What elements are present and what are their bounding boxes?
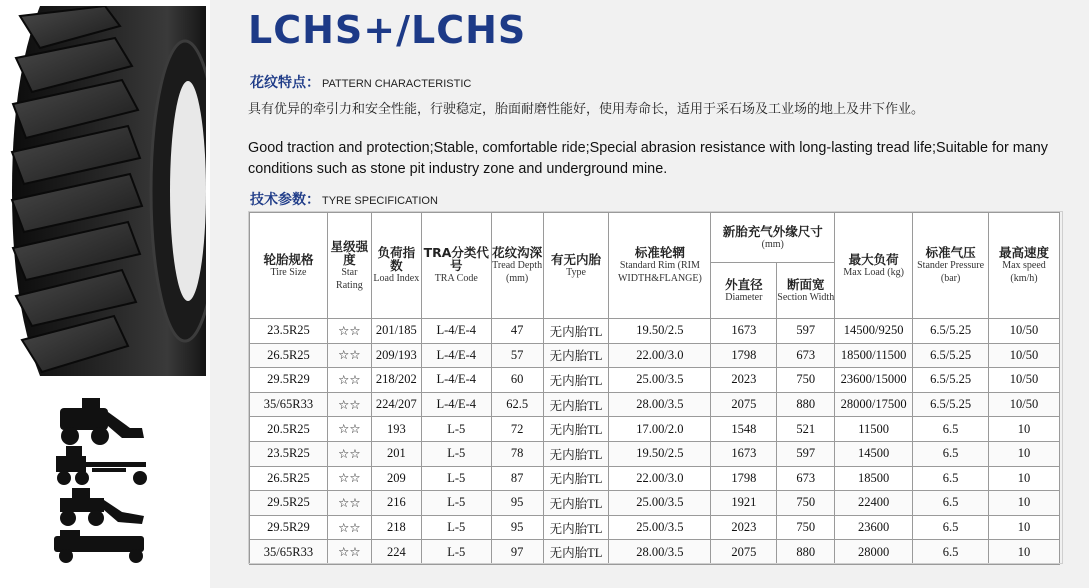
table-cell: 47 — [491, 319, 543, 344]
table-cell: 19.50/2.5 — [609, 441, 711, 466]
table-cell: L-4/E-4 — [421, 319, 491, 344]
table-row — [250, 491, 1060, 516]
table-cell: 6.5 — [913, 515, 989, 540]
table-cell: 209/193 — [371, 343, 421, 368]
table-cell: 201/185 — [371, 319, 421, 344]
table-cell: 28000 — [835, 540, 913, 565]
table-cell: 193 — [371, 417, 421, 442]
table-cell: 880 — [777, 540, 835, 565]
table-cell: L-4/E-4 — [421, 392, 491, 417]
table-cell: ☆☆ — [327, 491, 371, 516]
table-cell: 1548 — [711, 417, 777, 442]
table-cell: 10/50 — [989, 368, 1060, 393]
table-cell: 17.00/2.0 — [609, 417, 711, 442]
table-cell: 10 — [989, 441, 1060, 466]
table-cell: 750 — [777, 515, 835, 540]
table-cell: 62.5 — [491, 392, 543, 417]
header-tire-size: 轮胎规格 Tire Size — [250, 213, 328, 319]
table-cell: 10/50 — [989, 319, 1060, 344]
table-cell: 无内胎TL — [543, 343, 609, 368]
table-cell: L-5 — [421, 515, 491, 540]
table-cell: L-5 — [421, 441, 491, 466]
table-row — [250, 319, 1060, 344]
table-cell: 224 — [371, 540, 421, 565]
table-cell: 10 — [989, 466, 1060, 491]
table-cell: 35/65R33 — [250, 392, 328, 417]
pattern-heading — [250, 72, 471, 92]
table-row — [250, 441, 1060, 466]
table-cell: ☆☆ — [327, 540, 371, 565]
table-cell: 521 — [777, 417, 835, 442]
table-cell: 6.5 — [913, 466, 989, 491]
table-cell: 35/65R33 — [250, 540, 328, 565]
table-cell: 1921 — [711, 491, 777, 516]
scraper-icon — [54, 530, 144, 563]
table-cell: ☆☆ — [327, 319, 371, 344]
table-cell: 218 — [371, 515, 421, 540]
bulldozer-icon — [60, 488, 144, 526]
table-cell: L-5 — [421, 466, 491, 491]
table-cell: 29.5R25 — [250, 491, 328, 516]
header-tra-code: TRA分类代号 TRA Code — [421, 213, 491, 319]
spec-table-body — [250, 319, 1060, 565]
table-cell: 6.5 — [913, 491, 989, 516]
table-cell: 2075 — [711, 392, 777, 417]
table-cell: 6.5/5.25 — [913, 392, 989, 417]
table-cell: 22400 — [835, 491, 913, 516]
table-cell: 6.5 — [913, 441, 989, 466]
table-cell: 10 — [989, 417, 1060, 442]
header-load-index: 负荷指数 Load Index — [371, 213, 421, 319]
table-cell: 597 — [777, 319, 835, 344]
table-cell: 218/202 — [371, 368, 421, 393]
table-cell: 750 — [777, 368, 835, 393]
table-cell: 201 — [371, 441, 421, 466]
product-title: LCHS+/LCHS — [248, 8, 527, 52]
table-cell: 6.5/5.25 — [913, 343, 989, 368]
header-inflated-dimensions: 新胎充气外缘尺寸 (mm) — [711, 213, 835, 263]
spec-table — [249, 212, 1060, 565]
table-cell: 6.5/5.25 — [913, 368, 989, 393]
header-pressure: 标准气压 Stander Pressure (bar) — [913, 213, 989, 319]
table-cell: 29.5R29 — [250, 515, 328, 540]
table-cell: 10/50 — [989, 392, 1060, 417]
table-row — [250, 392, 1060, 417]
table-cell: 23600/15000 — [835, 368, 913, 393]
table-cell: 26.5R25 — [250, 343, 328, 368]
table-cell: 14500/9250 — [835, 319, 913, 344]
header-standard-rim: 标准轮辋 Standard Rim (RIM WIDTH&FLANGE) — [609, 213, 711, 319]
table-cell: 10 — [989, 515, 1060, 540]
table-cell: 673 — [777, 466, 835, 491]
description-cn: 具有优异的牵引力和安全性能，行驶稳定，胎面耐磨性能好，使用寿命长，适用于采石场及工业场的地上及井下作业。 — [248, 102, 925, 117]
table-cell: 2075 — [711, 540, 777, 565]
table-cell: 无内胎TL — [543, 319, 609, 344]
table-cell: 无内胎TL — [543, 540, 609, 565]
table-cell: 1673 — [711, 441, 777, 466]
table-row — [250, 417, 1060, 442]
table-cell: 28000/17500 — [835, 392, 913, 417]
table-cell: 78 — [491, 441, 543, 466]
table-cell: 6.5 — [913, 540, 989, 565]
table-cell: 57 — [491, 343, 543, 368]
table-cell: 72 — [491, 417, 543, 442]
table-cell: 95 — [491, 491, 543, 516]
table-cell: 1673 — [711, 319, 777, 344]
table-cell: 22.00/3.0 — [609, 343, 711, 368]
table-cell: 19.50/2.5 — [609, 319, 711, 344]
table-cell: 209 — [371, 466, 421, 491]
table-cell: 2023 — [711, 368, 777, 393]
table-row — [250, 368, 1060, 393]
table-cell: 224/207 — [371, 392, 421, 417]
table-cell: 29.5R29 — [250, 368, 328, 393]
table-cell: L-4/E-4 — [421, 343, 491, 368]
table-cell: 95 — [491, 515, 543, 540]
table-row — [250, 515, 1060, 540]
table-cell: 10 — [989, 491, 1060, 516]
table-cell: L-4/E-4 — [421, 368, 491, 393]
table-row — [250, 466, 1060, 491]
table-cell: 880 — [777, 392, 835, 417]
table-cell: 无内胎TL — [543, 441, 609, 466]
table-cell: 97 — [491, 540, 543, 565]
table-cell: 23.5R25 — [250, 441, 328, 466]
table-cell: ☆☆ — [327, 368, 371, 393]
table-cell: 10 — [989, 540, 1060, 565]
spec-heading-en: TYRE SPECIFICATION — [322, 195, 438, 207]
table-cell: 无内胎TL — [543, 368, 609, 393]
table-cell: L-5 — [421, 417, 491, 442]
table-cell: 无内胎TL — [543, 417, 609, 442]
table-cell: 无内胎TL — [543, 515, 609, 540]
table-cell: 26.5R25 — [250, 466, 328, 491]
header-max-speed: 最高速度 Max speed (km/h) — [989, 213, 1060, 319]
table-cell: 25.00/3.5 — [609, 368, 711, 393]
header-type: 有无内胎 Type — [543, 213, 609, 319]
table-cell: 87 — [491, 466, 543, 491]
table-cell: 6.5 — [913, 417, 989, 442]
header-section-width: 断面宽 Section Width — [777, 263, 835, 319]
table-cell: 18500/11500 — [835, 343, 913, 368]
table-cell: ☆☆ — [327, 515, 371, 540]
grader-icon — [56, 446, 147, 485]
table-cell: 750 — [777, 491, 835, 516]
machine-icons — [52, 398, 162, 563]
table-cell: 22.00/3.0 — [609, 466, 711, 491]
tire-image — [10, 6, 206, 376]
header-tread-depth: 花纹沟深 Tread Depth (mm) — [491, 213, 543, 319]
table-cell: ☆☆ — [327, 343, 371, 368]
header-max-load: 最大负荷 Max Load (kg) — [835, 213, 913, 319]
table-cell: 216 — [371, 491, 421, 516]
product-image-panel — [0, 0, 210, 588]
loader-icon — [60, 398, 144, 445]
table-cell: 无内胎TL — [543, 466, 609, 491]
table-cell: 23600 — [835, 515, 913, 540]
table-cell: 10/50 — [989, 343, 1060, 368]
table-cell: 25.00/3.5 — [609, 515, 711, 540]
spec-heading-cn: 技术参数： — [250, 191, 320, 207]
table-cell: 597 — [777, 441, 835, 466]
table-cell: ☆☆ — [327, 417, 371, 442]
table-cell: 28.00/3.5 — [609, 540, 711, 565]
table-cell: 无内胎TL — [543, 392, 609, 417]
table-cell: 18500 — [835, 466, 913, 491]
table-cell: 2023 — [711, 515, 777, 540]
table-row — [250, 343, 1060, 368]
table-cell: L-5 — [421, 540, 491, 565]
table-cell: 1798 — [711, 466, 777, 491]
table-cell: 673 — [777, 343, 835, 368]
table-cell: 23.5R25 — [250, 319, 328, 344]
table-cell: ☆☆ — [327, 441, 371, 466]
table-cell: 11500 — [835, 417, 913, 442]
header-diameter: 外直径 Diameter — [711, 263, 777, 319]
description-en: Good traction and protection;Stable, comfortable ride;Special abrasion resistance with long-lasting tread life;Suitable for many conditions such as stone pit industry zone and underground mine. — [248, 140, 1048, 177]
pattern-heading-cn: 花纹特点： — [250, 74, 320, 90]
header-star-rating: 星级强度 Star Rating — [327, 213, 371, 319]
table-row — [250, 540, 1060, 565]
table-cell: ☆☆ — [327, 392, 371, 417]
table-cell: 无内胎TL — [543, 491, 609, 516]
table-cell: 25.00/3.5 — [609, 491, 711, 516]
table-cell: 60 — [491, 368, 543, 393]
table-cell: ☆☆ — [327, 466, 371, 491]
table-cell: 20.5R25 — [250, 417, 328, 442]
table-cell: 28.00/3.5 — [609, 392, 711, 417]
table-cell: L-5 — [421, 491, 491, 516]
table-cell: 1798 — [711, 343, 777, 368]
table-cell: 6.5/5.25 — [913, 319, 989, 344]
table-cell: 14500 — [835, 441, 913, 466]
pattern-heading-en: PATTERN CHARACTERISTIC — [322, 78, 472, 90]
spec-heading — [250, 189, 438, 209]
